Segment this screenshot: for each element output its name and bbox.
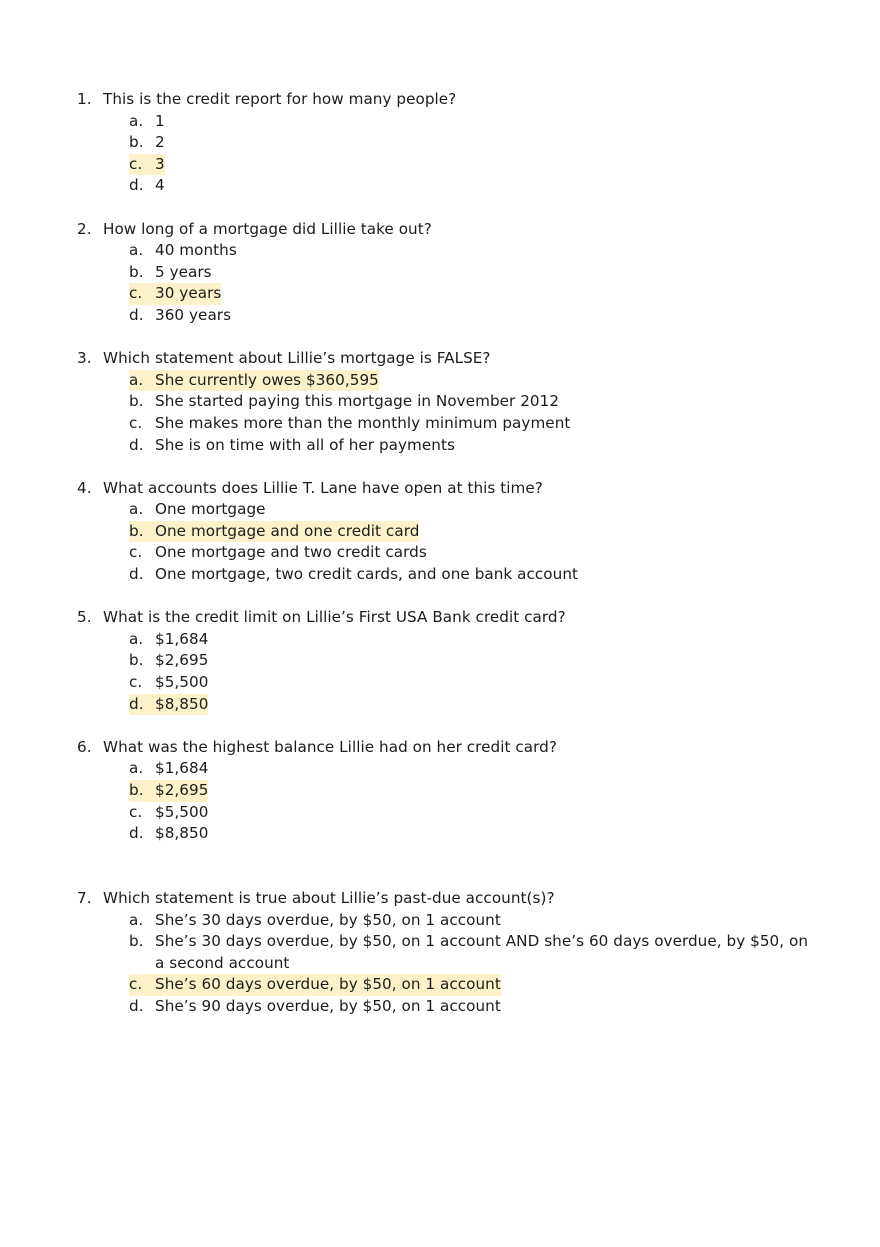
- answer-option-highlighted: [0, 154, 820, 176]
- question-3: [0, 348, 880, 456]
- option-letter: a.: [129, 111, 144, 130]
- question-text: This is the credit report for how many people?: [103, 90, 457, 108]
- option-letter: c.: [129, 283, 155, 305]
- option-text: 2: [155, 133, 165, 152]
- option-letter: d.: [129, 435, 144, 454]
- option-text: $1,684: [155, 759, 209, 778]
- answer-option: [0, 305, 820, 327]
- answer-options: [0, 758, 880, 844]
- option-letter: c.: [129, 673, 143, 692]
- answer-option: [0, 413, 820, 435]
- option-letter: b.: [129, 133, 144, 152]
- option-text: 3: [155, 154, 165, 176]
- option-text: One mortgage: [155, 500, 266, 519]
- answer-option-highlighted: [0, 283, 820, 305]
- answer-options: [0, 240, 880, 326]
- answer-option: [0, 111, 820, 133]
- option-text: One mortgage and one credit card: [155, 521, 419, 543]
- answer-option-highlighted: [0, 521, 820, 543]
- answer-option: [0, 499, 820, 521]
- question-number: 1.: [77, 90, 92, 108]
- option-letter: c.: [129, 543, 143, 562]
- answer-option: [0, 650, 820, 672]
- option-letter: d.: [129, 176, 144, 195]
- question-2: [0, 219, 880, 327]
- question-5: [0, 607, 880, 715]
- answer-option-highlighted: [0, 694, 820, 716]
- option-text: 5 years: [155, 262, 212, 281]
- option-text: She is on time with all of her payments: [155, 435, 455, 454]
- option-letter: b.: [129, 392, 144, 411]
- option-letter: c.: [129, 974, 155, 996]
- option-text: 4: [155, 176, 165, 195]
- answer-option: [0, 262, 820, 284]
- question-text: What accounts does Lillie T. Lane have open at this time?: [103, 478, 543, 497]
- option-text: One mortgage, two credit cards, and one bank account: [155, 565, 578, 584]
- answer-option: [0, 564, 820, 586]
- question-text: Which statement about Lillie’s mortgage is FALSE?: [103, 349, 491, 368]
- option-text: $1,684: [155, 629, 209, 648]
- option-letter: b.: [129, 521, 155, 543]
- option-letter: b.: [129, 262, 144, 281]
- answer-option-highlighted: [0, 780, 820, 802]
- question-7: [0, 888, 880, 1018]
- option-text: 30 years: [155, 283, 221, 305]
- question-4: [0, 478, 880, 586]
- option-text: $8,850: [155, 824, 209, 843]
- answer-option-highlighted: [0, 974, 820, 996]
- answer-option: [0, 672, 820, 694]
- option-text: 40 months: [155, 241, 237, 260]
- option-text: One mortgage and two credit cards: [155, 543, 427, 562]
- question-text: What was the highest balance Lillie had on her credit card?: [103, 737, 557, 756]
- option-text: $5,500: [155, 673, 209, 692]
- answer-options: [0, 910, 880, 1018]
- option-text: She’s 30 days overdue, by $50, on 1 account AND she’s 60 days overdue, by $50, on a second account: [155, 932, 809, 972]
- answer-options: [0, 629, 880, 715]
- option-letter: a.: [129, 629, 144, 648]
- answer-option: [0, 391, 820, 413]
- answer-option: [0, 132, 820, 154]
- answer-option: [0, 435, 820, 457]
- answer-options: [0, 111, 880, 197]
- option-letter: b.: [129, 651, 144, 670]
- option-text: 1: [155, 111, 165, 130]
- option-letter: c.: [129, 802, 143, 821]
- answer-options: [0, 370, 880, 456]
- option-letter: d.: [129, 996, 144, 1015]
- option-text: $5,500: [155, 802, 209, 821]
- question-number: 4.: [77, 478, 92, 497]
- option-letter: d.: [129, 694, 155, 716]
- question-number: 2.: [77, 219, 92, 238]
- question-number: 5.: [77, 608, 92, 627]
- option-text: She’s 30 days overdue, by $50, on 1 account: [155, 910, 501, 929]
- option-letter: d.: [129, 565, 144, 584]
- option-text: She started paying this mortgage in November 2012: [155, 392, 560, 411]
- question-number: 6.: [77, 737, 92, 756]
- question-number: 3.: [77, 349, 92, 368]
- answer-option: [0, 823, 820, 845]
- answer-option: [0, 931, 820, 974]
- question-6: [0, 737, 880, 845]
- option-letter: d.: [129, 824, 144, 843]
- option-letter: a.: [129, 500, 144, 519]
- option-letter: b.: [129, 932, 144, 951]
- question-text: What is the credit limit on Lillie’s First USA Bank credit card?: [103, 608, 566, 627]
- answer-option: [0, 240, 820, 262]
- option-letter: a.: [129, 910, 144, 929]
- answer-option: [0, 542, 820, 564]
- option-text: 360 years: [155, 305, 232, 324]
- option-letter: a.: [129, 370, 155, 392]
- answer-option: [0, 629, 820, 651]
- option-text: $2,695: [155, 651, 209, 670]
- option-letter: d.: [129, 305, 144, 324]
- answer-option: [0, 175, 820, 197]
- option-text: She makes more than the monthly minimum payment: [155, 413, 571, 432]
- answer-options: [0, 499, 880, 585]
- option-letter: a.: [129, 759, 144, 778]
- question-1: [0, 89, 880, 197]
- answer-option: [0, 802, 820, 824]
- question-number: 7.: [77, 888, 92, 907]
- option-letter: a.: [129, 241, 144, 260]
- answer-option: [0, 758, 820, 780]
- option-letter: b.: [129, 780, 155, 802]
- answer-option: [0, 996, 820, 1018]
- answer-option-highlighted: [0, 370, 820, 392]
- quiz: [0, 89, 880, 1018]
- option-text: She currently owes $360,595: [155, 370, 379, 392]
- option-letter: c.: [129, 413, 143, 432]
- option-text: She’s 60 days overdue, by $50, on 1 account: [155, 974, 501, 996]
- question-text: How long of a mortgage did Lillie take out?: [103, 219, 432, 238]
- option-text: She’s 90 days overdue, by $50, on 1 account: [155, 996, 501, 1015]
- option-letter: c.: [129, 154, 155, 176]
- question-text: Which statement is true about Lillie’s past-due account(s)?: [103, 888, 555, 907]
- option-text: $2,695: [155, 780, 208, 802]
- option-text: $8,850: [155, 694, 208, 716]
- answer-option: [0, 910, 820, 932]
